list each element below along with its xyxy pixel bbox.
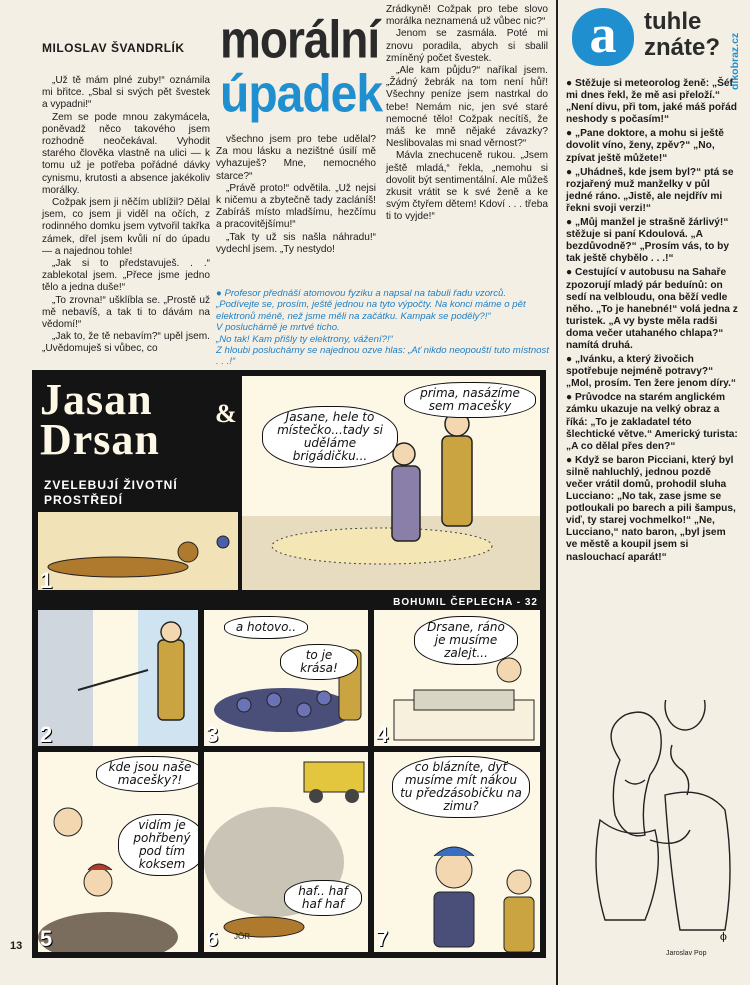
balloon-3b: to je krása!: [280, 644, 358, 680]
article-column-3: [386, 4, 548, 224]
joke-item: ● „Uhádneš, kde jsem byl?“ ptá se rozjařený muž manželky v půl jedné ráno. „Jistě, ale nejdřív mi řekni svoji verzi!“: [566, 166, 734, 214]
header-tuhle: tuhle: [644, 8, 702, 35]
panel-number-6: 6: [206, 926, 219, 951]
article-title-line2: úpadek: [220, 65, 383, 124]
paragraph: Jenom se zasmála. Poté mi znovu poradila, abych si sbalil zmíněný počet švestek.: [386, 28, 548, 64]
paragraph: Zem se pode mnou zakymácela, poněvadž něco takového jsem rozhodně neočekával. Vyhodit starého člověka vlastně na ulici — k tomu už je potřeba pořádné dávky cynismu, krutosti a absence jakékoliv morálky.: [42, 111, 210, 196]
illustration-credit: Jaroslav Pop: [666, 950, 707, 957]
paragraph: „To zrovna!“ ušklíbla se. „Prostě už mě nebavíš, a tak ti to dávám na vědomí!“: [42, 294, 210, 331]
joke-line: „Podívejte se, prosím, ještě jednou na tyto výpočty. Na konci máme o pět elektronů méně, než jsme měli na začátku. Kampak se poděly?!“: [216, 299, 526, 322]
physics-joke: [216, 288, 550, 368]
joke-line: Z hloubi posluchárny se najednou ozve hlas: „Ať nikdo neopouští tuto místnost . . .!“: [216, 345, 549, 368]
balloon-4: Drsane, ráno je musíme zalejt...: [414, 616, 518, 665]
comic-panel-6: [204, 752, 368, 952]
joke-item: ● Cestující v autobusu na Sahaře zpozorují mladý pár beduínů: on sedí na velbloudu, ona běží vedle něho. „To je hanebné!“ volá jedna z turistek. „A vy byste měla radši doma večer utahaného chlapa?“ namítá druhá.: [566, 267, 738, 351]
header-znate: znáte?: [644, 34, 721, 61]
comic-panel-7: [374, 752, 540, 952]
comic-panel-1: [242, 376, 540, 590]
panel-number-5: 5: [40, 926, 53, 951]
comic-panel-1-left: [38, 512, 238, 590]
panel-number-1: 1: [40, 568, 53, 593]
comic-strip: [32, 370, 546, 958]
comic-panel-3: [204, 610, 368, 746]
artist-signature: ϕ: [720, 932, 727, 943]
article-column-1: [42, 75, 210, 356]
joke-item: ● „Pane doktore, a mohu si ještě dovolit víno, ženy, zpěv?“ „No, zpívat ještě můžete!“: [566, 128, 724, 164]
comic-panel-5: [38, 752, 198, 952]
panel-1-dog: [38, 512, 238, 590]
paragraph: „Jak to, že tě nebavím?“ upěl jsem. „Uvědomuješ si vůbec, co: [42, 331, 210, 355]
paragraph: „Ale kam půjdu?“ naříkal jsem. „Žádný žebrák na tom není hůř! Všechny peníze jsem nastrkal do tebe! Nemám nic, jen své staré nemocné tělo! Cožpak necítíš, že máš ke mně nějaké závazky? Neslibovalas mi snad věrnost?“: [386, 65, 548, 150]
comic-credit: BOHUMIL ČEPLECHA - 32: [393, 597, 538, 608]
comic-subtitle-line1: ZVELEBUJÍ ŽIVOTNÍ: [44, 478, 178, 492]
jokes-column: [566, 76, 738, 564]
balloon-6: haf.. haf haf haf: [284, 880, 362, 916]
article-column-2: [216, 134, 376, 256]
paragraph: Mávla znechuceně rukou. „Jsem ještě mladá,“ řekla, „nemohu si dovolit být sentimentální. Ale můžeš zkusit vrátit se k své ženě a ke svým čtyřem dětem! Kdoví . . . třeba ti to vyjde!“: [386, 150, 548, 223]
article-author: MILOSLAV ŠVANDRLÍK: [42, 41, 185, 55]
comic-panel-2: [38, 610, 198, 746]
joke-item: ● Když se baron Picciani, který byl silně nahluchlý, jednou pozdě večer vrátil domů, prohodil sluha Lucciano: „No tak, zase jsme se potloukali po barech a pili šampus, viď, ty starej vochmelko!“ „Ne, Lucciano,“ nato baron, „byl jsem ve městě a koupil jsem si naslouchací aparát!“: [566, 454, 736, 563]
paragraph: všechno jsem pro tebe udělal? Za mou lásku a nezištné úsilí mě vyhazuješ? Mne, nemocného starce?“: [216, 134, 376, 182]
joke-item: ● Stěžuje si meteorolog ženě: „Šéf mi dnes řekl, že mě asi přeloží.“ „Není divu, při tom, jaké máš pořád neshody s počasím!“: [566, 78, 737, 126]
page-number: 13: [10, 940, 23, 952]
paragraph: „Už tě mám plné zuby!“ oznámila mi břitce. „Sbal si svých pět švestek a vypadni!“: [42, 75, 210, 111]
joke-line: ● Profesor přednáší atomovou fyziku a napsal na tabuli řadu vzorců.: [216, 288, 507, 299]
balloon-5b: vidím je pohřbený pod tím koksem: [118, 814, 198, 876]
comic-title-jasan: Jasan: [40, 375, 153, 424]
balloon-1a: Jasane, hele to místečko...tady si uděláme brigádičku...: [262, 406, 398, 468]
comic-title-drsan: Drsan: [40, 415, 160, 464]
paragraph: Zrádkyně! Cožpak pro tebe slovo morálka neznamená už vůbec nic?“: [386, 4, 548, 28]
article-title-line1: morální: [220, 9, 380, 69]
comic-panel-4: [374, 610, 540, 746]
couple-illustration: [580, 700, 740, 950]
balloon-5a: kde jsou naše macešky?!: [96, 756, 198, 792]
site-watermark: dikobraz.cz: [729, 32, 741, 90]
panel-number-7: 7: [376, 926, 389, 951]
comic-subtitle: [44, 478, 178, 508]
paragraph: Cožpak jsem ji něčím ublížil? Dělal jsem, co jsem ji viděl na očích, z rodinného domku jsem vytvořil takřka zámek, dřel jsem kvůli ní do úpadu — a najednou tohle!: [42, 197, 210, 257]
header-a-logo: a: [572, 8, 634, 66]
paragraph: „Právě proto!“ odvětila. „Už nejsi k ničemu a zbytečně tady zacláníš! Zabíráš místo mladšímu, hezčímu a pracovitějšímu!“: [216, 182, 376, 231]
joke-line: V posluchárně je mrtvé ticho.: [216, 322, 340, 334]
paragraph: „Tak ty už sis našla náhradu!“ vydechl jsem. „Ty nestydo!: [216, 231, 376, 255]
comic-title: [40, 375, 238, 464]
joke-item: ● „Můj manžel je strašně žárlivý!“ stěžuje si paní Kdoulová. „A bezdůvodně?“ „Prosím vás, to by tak ještě chybělo . . .!“: [566, 217, 730, 265]
joke-line: „No tak! Kam přišly ty elektrony, vážení?!“: [216, 333, 393, 345]
artist-mark: JÖR: [234, 932, 250, 941]
joke-item: ● „Ivánku, a který živočich spotřebuje nejméně potravy?“ „Mol, prosím. Ten žere jenom díry.“: [566, 354, 737, 390]
panel-number-3: 3: [206, 722, 219, 747]
panel-number-4: 4: [376, 722, 389, 747]
panel-number-2: 2: [40, 722, 53, 747]
column-divider: [556, 0, 558, 985]
panel-6-art: [204, 752, 368, 952]
comic-title-amp: &: [215, 399, 238, 428]
balloon-1b: prima, nasázíme sem macešky: [404, 382, 536, 418]
comic-subtitle-line2: PROSTŘEDÍ: [44, 493, 124, 507]
joke-item: ● Průvodce na starém anglickém zámku ukazuje na velký obraz a říká: „To je zakladatel této šlechtické větve.“ Americký turista: „A co dělal přes den?“: [566, 392, 738, 452]
balloon-7: co blázníte, dyť musíme mít nákou tu předzásobičku na zimu?: [392, 756, 530, 818]
balloon-3a: a hotovo..: [224, 616, 308, 639]
paragraph: „Jak si to představuješ. . .“ zablekotal jsem. „Přece jsme jedno tělo a jedna duše!“: [42, 258, 210, 294]
panel-2-art: [38, 610, 198, 746]
